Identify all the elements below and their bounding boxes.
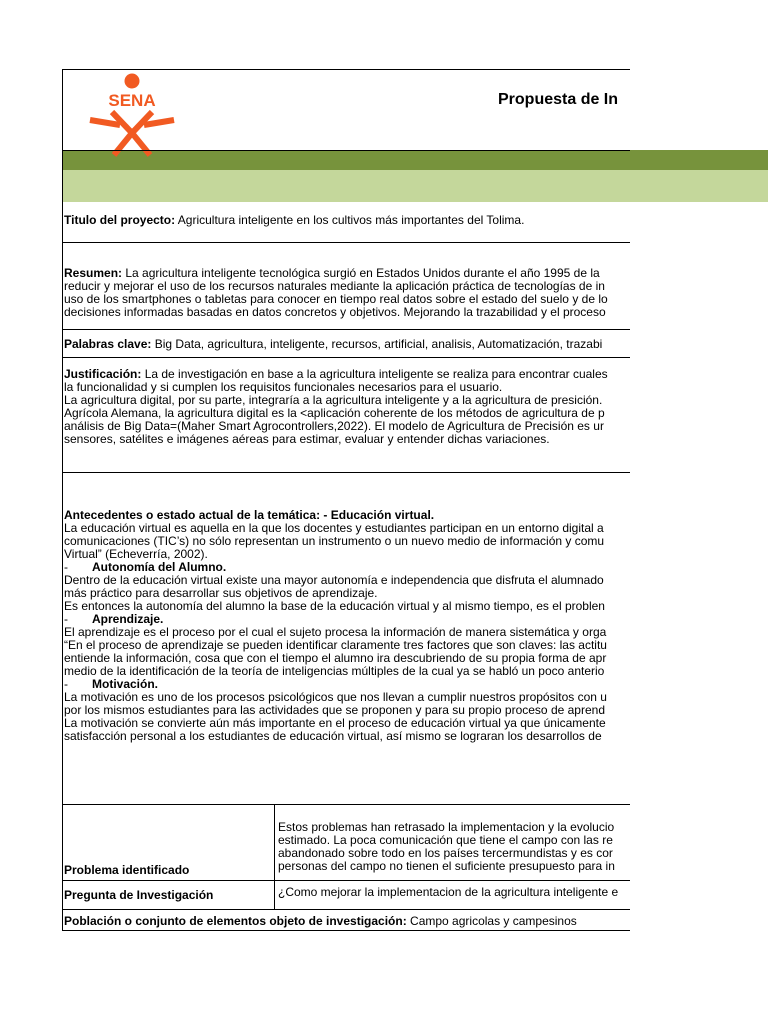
background-label: Antecedentes o estado actual de la temática: - Educación virtual.: [64, 508, 435, 522]
keywords-value: Big Data, agricultura, inteligente, recursos, artificial, analisis, Automatización, trazabi: [151, 337, 603, 351]
divider: [62, 150, 630, 151]
sena-logo-text: SENA: [108, 91, 156, 110]
population-row: [64, 915, 630, 928]
column-divider: [274, 804, 275, 910]
problem-line: personas del campo no tienen el suficiente presupuesto para in: [278, 859, 615, 873]
background-line: más práctico para desarrollar sus objetivos de aprendizaje.: [64, 586, 378, 600]
divider: [62, 472, 630, 473]
bullet-dash: -: [64, 612, 68, 626]
summary-first-line: La agricultura inteligente tecnológica surgió en Estados Unidos durante el año 1995 de la: [122, 266, 600, 280]
project-title-value: Agricultura inteligente en los cultivos más importantes del Tolima.: [175, 213, 525, 227]
question-label: Pregunta de Investigación: [64, 888, 214, 902]
bottom-border: [62, 930, 630, 931]
background-line: comunicaciones (TIC’s) no sólo representan un instrumento o un nuevo medio de información y comu: [64, 534, 605, 548]
problem-label-cell: [64, 864, 270, 877]
bullet-heading-text: Motivación.: [92, 677, 159, 691]
background-line: La motivación es uno de los procesos psicológicos que nos llevan a cumplir nuestros propósitos con u: [64, 690, 607, 704]
document-sheet: [62, 69, 630, 931]
problem-line: Estos problemas han retrasado la implementacion y la evolucio: [278, 820, 615, 834]
keywords-label: Palabras clave:: [64, 337, 152, 351]
justification-line: sensores, satélites e imágenes aéreas para estimar, evaluar y entender dichas variaciones.: [64, 432, 550, 446]
justification-line: Agrícola Alemana, la agricultura digital es la <aplicación coherente de los métodos de agricultura de p: [64, 406, 605, 420]
project-title-row: [64, 214, 630, 227]
divider: [62, 804, 630, 805]
divider: [62, 909, 630, 910]
question-value: ¿Como mejorar la implementacion de la agricultura inteligente e: [278, 885, 619, 899]
summary-section: [64, 267, 630, 319]
divider: [62, 242, 630, 243]
background-line: Es entonces la autonomía del alumno la base de la educación virtual y al mismo tiempo, es el problen: [64, 599, 605, 613]
background-line: La motivación se convierte aún más importante en el proceso de educación virtual ya que únicamente: [64, 716, 606, 730]
problem-line: estimado. La poca comunicación que tiene el campo con las re: [278, 833, 613, 847]
background-section: [64, 509, 630, 743]
left-border: [62, 69, 63, 931]
divider: [62, 357, 630, 358]
summary-line: uso de los smartphones o tabletas para conocer en tiempo real datos sobre el estado del suelo y de lo: [64, 292, 608, 306]
justification-first-line: La de investigación en base a la agricultura inteligente se realiza para encontrar cuales: [141, 367, 608, 381]
keywords-row: [64, 338, 630, 351]
background-line: Virtual” (Echeverría, 2002).: [64, 547, 208, 561]
sena-logo: [84, 71, 180, 157]
summary-line: decisiones informadas basadas en datos concretos y objetivos. Mejorando la trazabilidad y el proceso: [64, 305, 606, 319]
population-label: Población o conjunto de elementos objeto de investigación:: [64, 914, 407, 928]
justification-line: análisis de Big Data=(Maher Smart Agrocontrollers,2022). El modelo de Agricultura de Precisión es ur: [64, 419, 604, 433]
divider: [62, 880, 630, 881]
background-line: medio de la identificación de la teoría de inteligencias múltiples de la cual ya se habló un poco anterio: [64, 664, 605, 678]
bullet-dash: -: [64, 677, 68, 691]
background-line: satisfacción personal a los estudiantes de educación virtual, así mismo se lograran los desarrollos de: [64, 729, 602, 743]
background-line: “En el proceso de aprendizaje se pueden identificar claramente tres factores que son claves: las actitu: [64, 638, 607, 652]
background-line: El aprendizaje es el proceso por el cual el sujeto procesa la información de manera sistemática y orga: [64, 625, 607, 639]
justification-section: [64, 368, 630, 446]
justification-line: La agricultura digital, por su parte, integraría a la agricultura inteligente y a la agricultura de presición.: [64, 393, 603, 407]
problem-label: Problema identificado: [64, 863, 190, 877]
question-value-cell: [278, 886, 630, 899]
bullet-dash: -: [64, 560, 68, 574]
divider: [62, 329, 630, 330]
summary-label: Resumen:: [64, 266, 123, 280]
bullet-heading-text: Aprendizaje.: [92, 612, 164, 626]
project-title-label: Titulo del proyecto:: [64, 213, 176, 227]
background-line: entiende la información, cosa que con el tiempo el alumno ira descubriendo de su propia forma de apr: [64, 651, 607, 665]
document-title: Propuesta de In: [498, 91, 619, 108]
background-line: La educación virtual es aquella en la que los docentes y estudiantes participan en un entorno digital a: [64, 521, 604, 535]
summary-line: reducir y mejorar el uso de los recursos naturales mediante la aplicación práctica de tecnologías de in: [64, 279, 605, 293]
justification-line: la funcionalidad y si cumplen los requisitos funcionales necesarios para el usuario.: [64, 380, 503, 394]
question-label-cell: [64, 889, 270, 902]
background-line: por los mismos estudiantes para las actividades que se proponen y para su propio proceso de aprend: [64, 703, 605, 717]
problem-text-cell: [278, 821, 630, 873]
bullet-heading-text: Autonomía del Alumno.: [92, 560, 227, 574]
justification-label: Justificación:: [64, 367, 142, 381]
top-border: [62, 69, 630, 70]
problem-line: abandonado sobre todo en los países tercermundistas y es cor: [278, 846, 613, 860]
background-line: Dentro de la educación virtual existe una mayor autonomía e independencia que disfruta el alumnado: [64, 573, 604, 587]
population-value: Campo agricolas y campesinos: [406, 914, 577, 928]
